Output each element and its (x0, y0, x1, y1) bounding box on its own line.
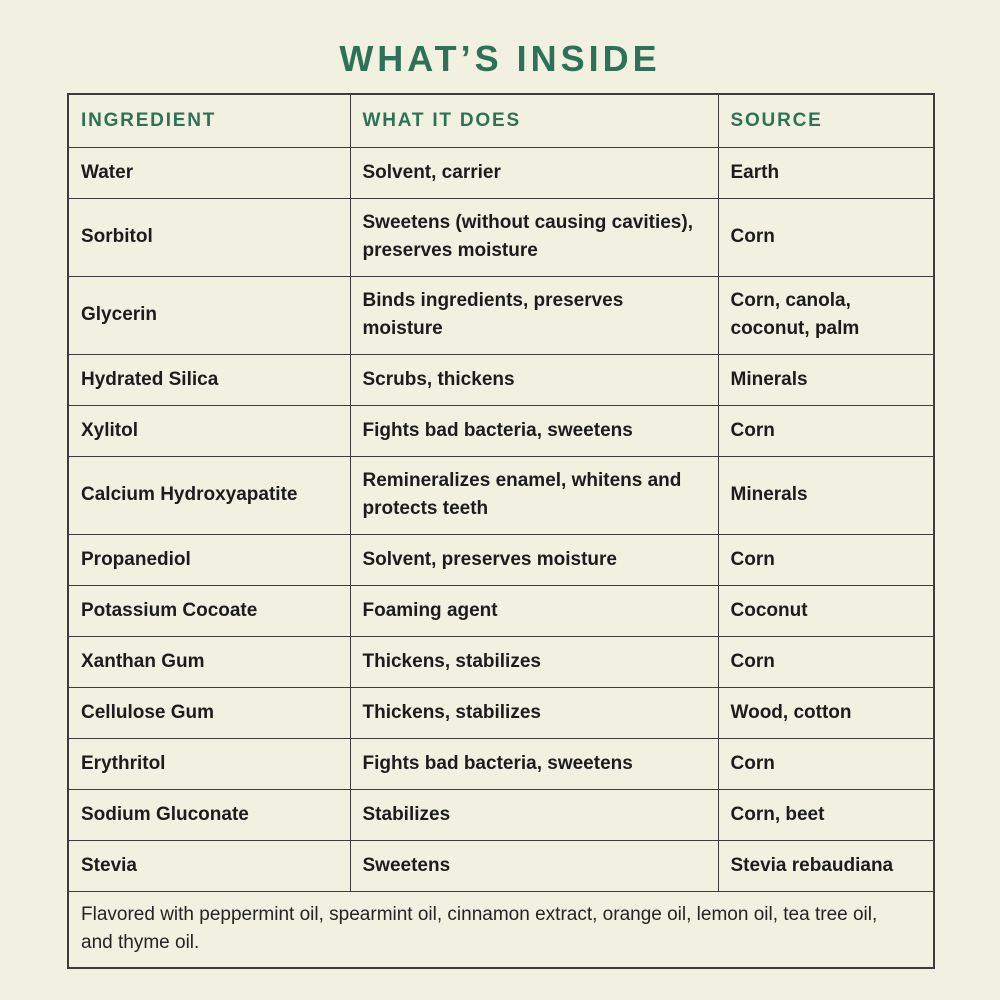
cell-what-it-does: Solvent, preserves moisture (350, 534, 718, 585)
footnote-row (68, 891, 934, 968)
cell-what-it-does: Sweetens (350, 840, 718, 891)
cell-ingredient: Xanthan Gum (68, 636, 350, 687)
cell-ingredient: Hydrated Silica (68, 354, 350, 405)
table-row (68, 687, 934, 738)
cell-source: Corn, canola, coconut, palm (718, 276, 934, 354)
cell-ingredient: Stevia (68, 840, 350, 891)
cell-ingredient: Erythritol (68, 738, 350, 789)
cell-source: Corn, beet (718, 789, 934, 840)
column-header-source: SOURCE (718, 94, 934, 147)
cell-source: Coconut (718, 585, 934, 636)
cell-what-it-does: Thickens, stabilizes (350, 636, 718, 687)
table-row (68, 354, 934, 405)
cell-what-it-does: Remineralizes enamel, whitens and protects teeth (350, 456, 718, 534)
table-row (68, 789, 934, 840)
table-row (68, 585, 934, 636)
cell-ingredient: Cellulose Gum (68, 687, 350, 738)
cell-source: Stevia rebaudiana (718, 840, 934, 891)
cell-source: Minerals (718, 354, 934, 405)
cell-source: Earth (718, 147, 934, 198)
table-row (68, 276, 934, 354)
cell-source: Wood, cotton (718, 687, 934, 738)
table-row (68, 405, 934, 456)
cell-source: Corn (718, 405, 934, 456)
cell-what-it-does: Solvent, carrier (350, 147, 718, 198)
table-row (68, 198, 934, 276)
table-row (68, 840, 934, 891)
header-row (68, 94, 934, 147)
cell-what-it-does: Scrubs, thickens (350, 354, 718, 405)
cell-ingredient: Potassium Cocoate (68, 585, 350, 636)
cell-what-it-does: Fights bad bacteria, sweetens (350, 405, 718, 456)
table-row (68, 534, 934, 585)
cell-source: Corn (718, 198, 934, 276)
ingredients-table-container (67, 93, 933, 969)
cell-what-it-does: Sweetens (without causing cavities), preserves moisture (350, 198, 718, 276)
cell-ingredient: Water (68, 147, 350, 198)
cell-ingredient: Xylitol (68, 405, 350, 456)
cell-ingredient: Propanediol (68, 534, 350, 585)
cell-source: Corn (718, 738, 934, 789)
cell-what-it-does: Stabilizes (350, 789, 718, 840)
cell-ingredient: Sodium Gluconate (68, 789, 350, 840)
table-row (68, 738, 934, 789)
cell-what-it-does: Thickens, stabilizes (350, 687, 718, 738)
table-row (68, 456, 934, 534)
ingredients-table (67, 93, 935, 969)
cell-source: Corn (718, 534, 934, 585)
cell-source: Minerals (718, 456, 934, 534)
cell-ingredient: Calcium Hydroxyapatite (68, 456, 350, 534)
cell-what-it-does: Fights bad bacteria, sweetens (350, 738, 718, 789)
cell-source: Corn (718, 636, 934, 687)
footnote-text: Flavored with peppermint oil, spearmint oil, cinnamon extract, orange oil, lemon oil, tea tree oil, and thyme oil. (68, 891, 934, 968)
table-row (68, 147, 934, 198)
page-title: WHAT’S INSIDE (339, 38, 661, 79)
column-header-ingredient: INGREDIENT (68, 94, 350, 147)
table-header (68, 94, 934, 147)
table-row (68, 636, 934, 687)
cell-what-it-does: Binds ingredients, preserves moisture (350, 276, 718, 354)
cell-what-it-does: Foaming agent (350, 585, 718, 636)
column-header-what-it-does: WHAT IT DOES (350, 94, 718, 147)
cell-ingredient: Sorbitol (68, 198, 350, 276)
cell-ingredient: Glycerin (68, 276, 350, 354)
table-body (68, 147, 934, 968)
